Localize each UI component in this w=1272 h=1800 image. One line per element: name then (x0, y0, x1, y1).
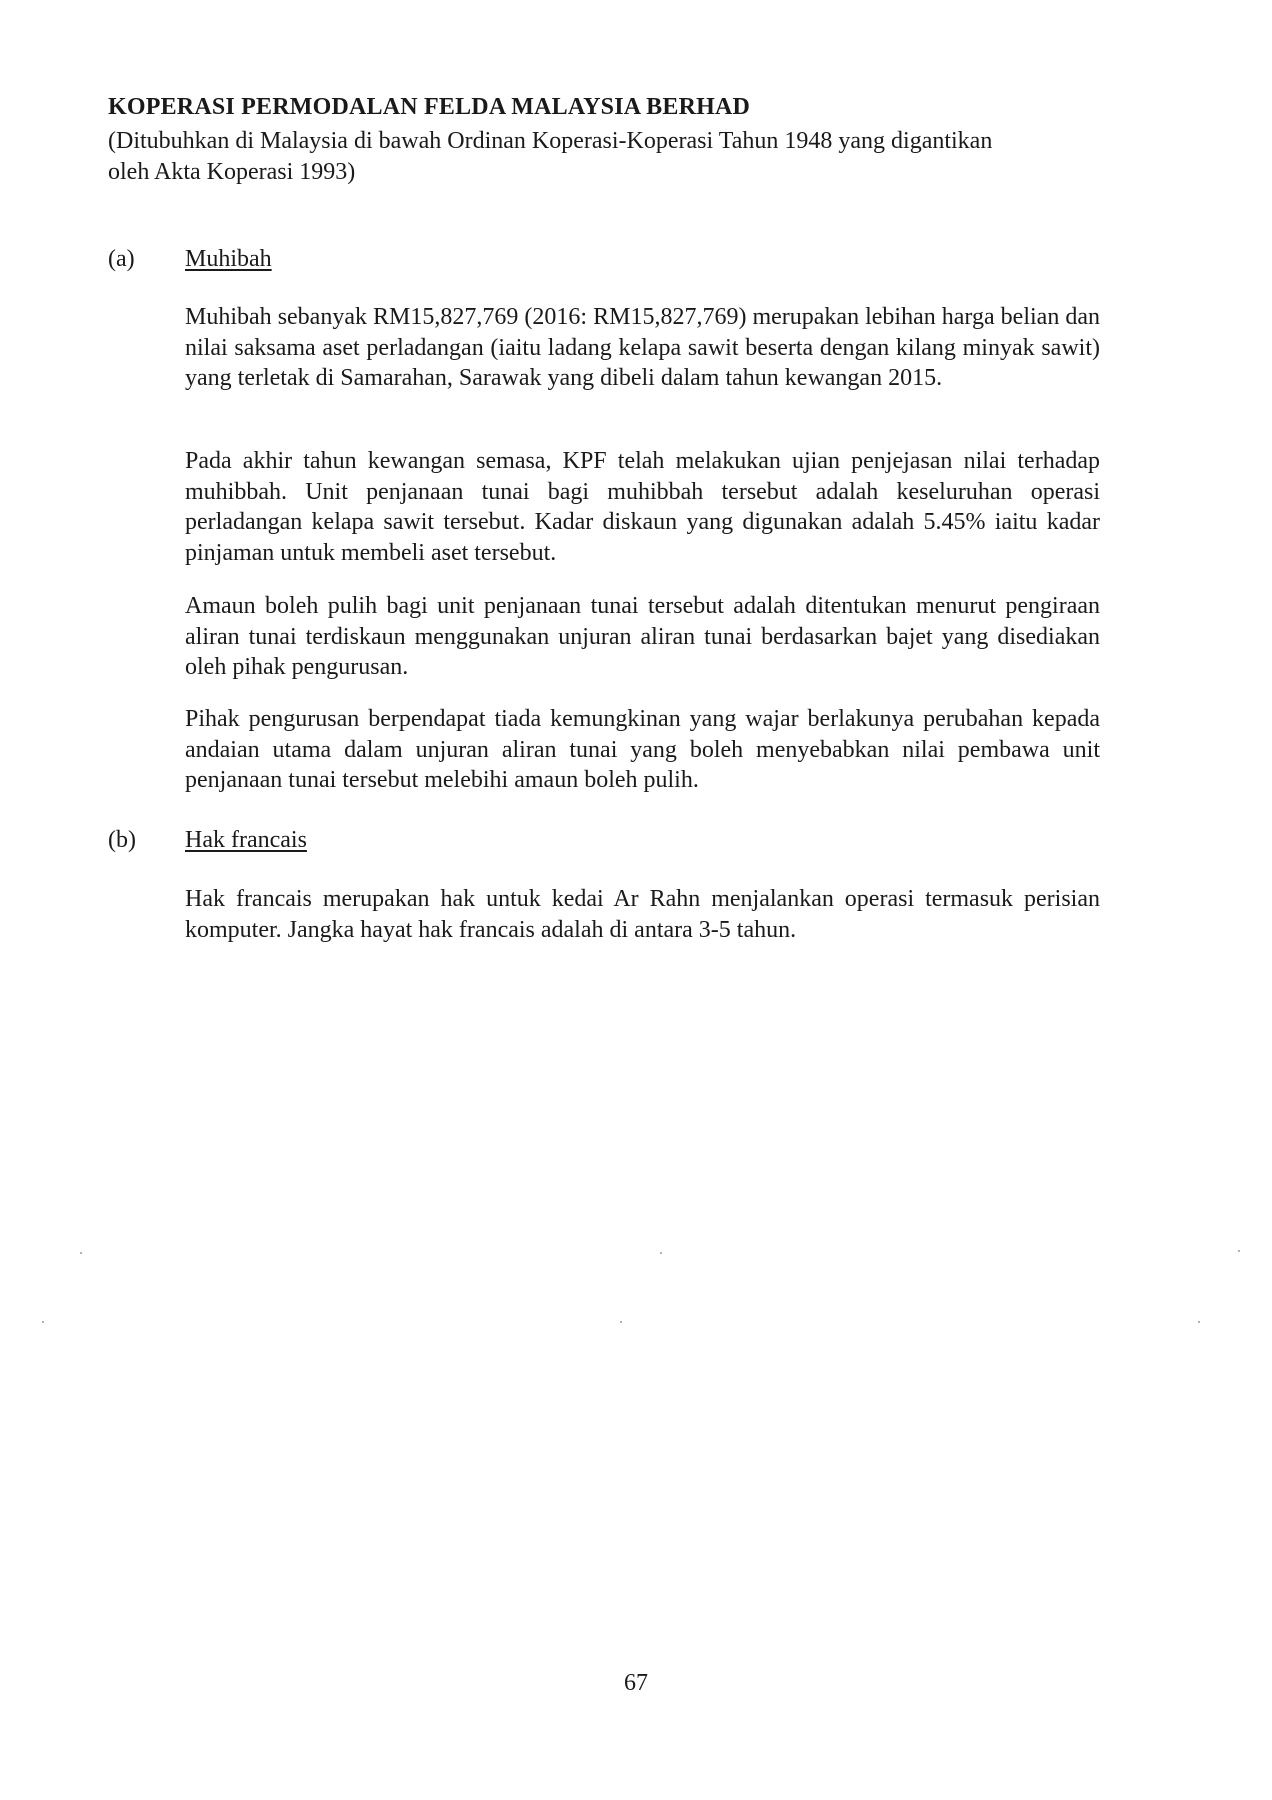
organization-title: KOPERASI PERMODALAN FELDA MALAYSIA BERHAD (108, 94, 751, 120)
page-number: 67 (624, 1670, 648, 1696)
section-a-paragraph-4: Pihak pengurusan berpendapat tiada kemungkinan yang wajar berlakunya perubahan kepada andaian utama dalam unjuran aliran tunai yang boleh menyebabkan nilai pembawa unit penjanaan tunai tersebut melebihi amaun boleh pulih. (185, 706, 1100, 793)
scan-speck (80, 1252, 82, 1254)
section-a-paragraph-1: Muhibah sebanyak RM15,827,769 (2016: RM15,827,769) merupakan lebihan harga belian dan nilai saksama aset perladangan (iaitu ladang kelapa sawit beserta dengan kilang minyak sawit) yang terletak di Samarahan, Sarawak yang dibeli dalam tahun kewangan 2015. (185, 304, 1100, 391)
section-a-heading: Muhibah (185, 246, 272, 272)
scan-speck (660, 1252, 662, 1254)
scan-speck (1198, 1321, 1200, 1323)
incorporation-note: (Ditubuhkan di Malaysia di bawah Ordinan Koperasi-Koperasi Tahun 1948 yang digantikan oleh Akta Koperasi 1993) (108, 128, 993, 185)
section-b-label: (b) (108, 827, 136, 853)
scan-speck (620, 1321, 622, 1323)
scan-speck (1238, 1250, 1240, 1252)
section-b-heading: Hak francais (185, 827, 307, 853)
section-b-paragraph-1: Hak francais merupakan hak untuk kedai Ar Rahn menjalankan operasi termasuk perisian komputer. Jangka hayat hak francais adalah di antara 3-5 tahun. (185, 886, 1100, 943)
section-a-paragraph-2: Pada akhir tahun kewangan semasa, KPF telah melakukan ujian penjejasan nilai terhadap muhibbah. Unit penjanaan tunai bagi muhibbah tersebut adalah keseluruhan operasi perladangan kelapa sawit tersebut. Kadar diskaun yang digunakan adalah 5.45% iaitu kadar pinjaman untuk membeli aset tersebut. (185, 448, 1100, 566)
scan-speck (42, 1321, 44, 1323)
section-a-label: (a) (108, 246, 135, 272)
section-a-paragraph-3: Amaun boleh pulih bagi unit penjanaan tunai tersebut adalah ditentukan menurut pengiraan aliran tunai terdiskaun menggunakan unjuran aliran tunai berdasarkan bajet yang disediakan oleh pihak pengurusan. (185, 593, 1100, 680)
